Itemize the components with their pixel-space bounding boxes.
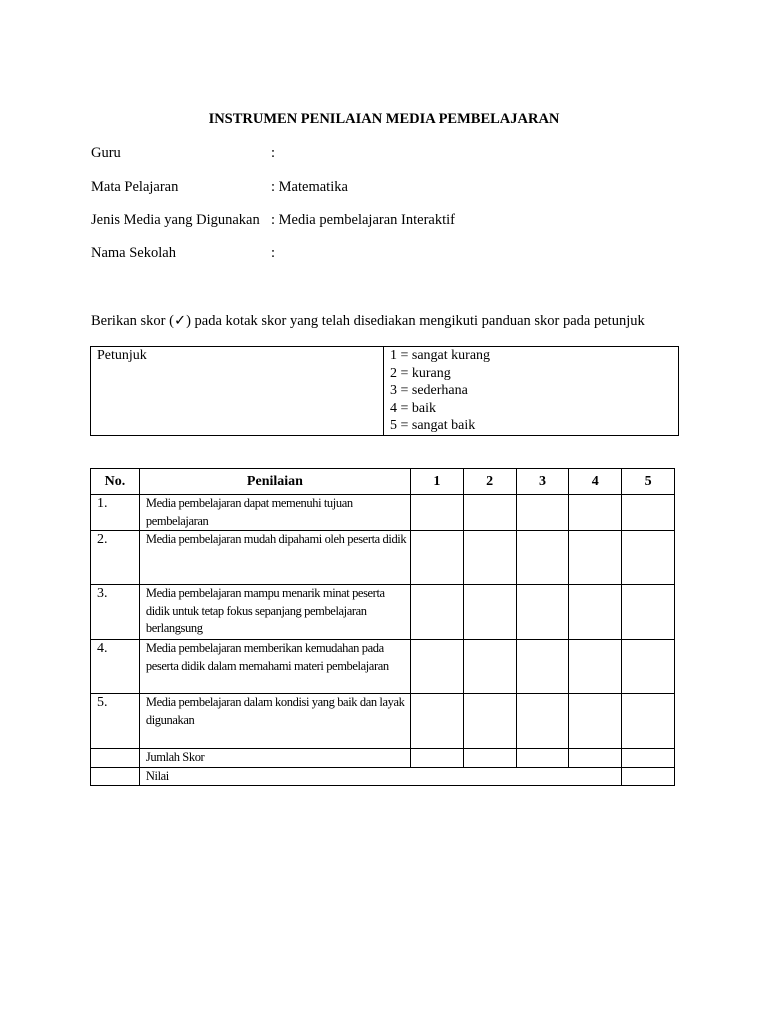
score-cell[interactable] [463, 495, 516, 531]
total-row [91, 749, 675, 768]
score-cell[interactable] [463, 585, 516, 640]
info-label: Jenis Media yang Digunakan [91, 212, 260, 228]
score-cell[interactable] [463, 531, 516, 585]
scale-item: 5 = sangat baik [390, 418, 476, 433]
grade-label: Nilai [139, 767, 621, 786]
scale-item: 2 = kurang [390, 365, 451, 381]
row-number: 1. [91, 495, 140, 531]
header-no: No. [91, 469, 140, 495]
score-cell[interactable] [569, 495, 622, 531]
score-cell[interactable] [463, 694, 516, 749]
row-number: 5. [91, 694, 140, 749]
header-score-5: 5 [622, 469, 675, 495]
total-cell[interactable] [516, 749, 569, 768]
header-score-1: 1 [410, 469, 463, 495]
score-cell[interactable] [569, 640, 622, 694]
row-criterion: Media pembelajaran dapat memenuhi tujuan pembelajaran [139, 495, 410, 531]
score-table [90, 468, 675, 786]
score-cell[interactable] [516, 495, 569, 531]
row-criterion: Media pembelajaran mudah dipahami oleh peserta didik [139, 531, 410, 585]
total-label: Jumlah Skor [139, 749, 410, 768]
score-cell[interactable] [516, 531, 569, 585]
row-criterion: Media pembelajaran dalam kondisi yang baik dan layak digunakan [139, 694, 410, 749]
score-cell[interactable] [622, 640, 675, 694]
score-cell[interactable] [516, 694, 569, 749]
score-cell[interactable] [410, 640, 463, 694]
scale-item: 4 = baik [390, 400, 436, 416]
instruction-text: Berikan skor (✓) pada kotak skor yang telah disediakan mengikuti panduan skor pada petunjuk [91, 313, 645, 329]
grade-row [91, 767, 675, 786]
score-cell[interactable] [463, 640, 516, 694]
header-penilaian: Penilaian [139, 469, 410, 495]
total-no-cell [91, 749, 140, 768]
score-cell[interactable] [569, 585, 622, 640]
guide-table [90, 346, 679, 436]
table-row [91, 531, 675, 585]
score-cell[interactable] [516, 585, 569, 640]
row-number: 4. [91, 640, 140, 694]
score-cell[interactable] [569, 694, 622, 749]
score-cell[interactable] [410, 531, 463, 585]
table-row [91, 495, 675, 531]
grade-no-cell [91, 767, 140, 786]
score-cell[interactable] [622, 531, 675, 585]
info-label: Guru [91, 145, 121, 161]
scale-item: 3 = sederhana [390, 383, 468, 398]
table-row [91, 694, 675, 749]
info-value: : Matematika [271, 179, 348, 195]
info-value: : Media pembelajaran Interaktif [271, 212, 455, 228]
scale-item: 1 = sangat kurang [390, 348, 491, 363]
info-label: Nama Sekolah [91, 245, 176, 261]
score-table-header [91, 469, 675, 495]
info-value: : [271, 245, 276, 261]
header-score-4: 4 [569, 469, 622, 495]
table-row [91, 640, 675, 694]
guide-label: Petunjuk [91, 347, 384, 436]
score-cell[interactable] [622, 585, 675, 640]
header-score-3: 3 [516, 469, 569, 495]
score-cell[interactable] [410, 495, 463, 531]
header-score-2: 2 [463, 469, 516, 495]
row-number: 2. [91, 531, 140, 585]
total-cell[interactable] [622, 749, 675, 768]
score-cell[interactable] [410, 585, 463, 640]
score-cell[interactable] [622, 495, 675, 531]
table-row [91, 585, 675, 640]
score-cell[interactable] [569, 531, 622, 585]
grade-cell[interactable] [622, 767, 675, 786]
info-label: Mata Pelajaran [91, 179, 179, 195]
score-cell[interactable] [516, 640, 569, 694]
row-criterion: Media pembelajaran memberikan kemudahan pada peserta didik dalam memahami materi pembelajaran [139, 640, 410, 694]
score-cell[interactable] [410, 694, 463, 749]
row-criterion: Media pembelajaran mampu menarik minat peserta didik untuk tetap fokus sepanjang pembelajaran berlangsung [139, 585, 410, 640]
guide-scale [384, 347, 679, 436]
document-title: INSTRUMEN PENILAIAN MEDIA PEMBELAJARAN [208, 111, 560, 127]
row-number: 3. [91, 585, 140, 640]
score-cell[interactable] [622, 694, 675, 749]
total-cell[interactable] [410, 749, 463, 768]
total-cell[interactable] [569, 749, 622, 768]
info-value: : [271, 145, 276, 161]
total-cell[interactable] [463, 749, 516, 768]
